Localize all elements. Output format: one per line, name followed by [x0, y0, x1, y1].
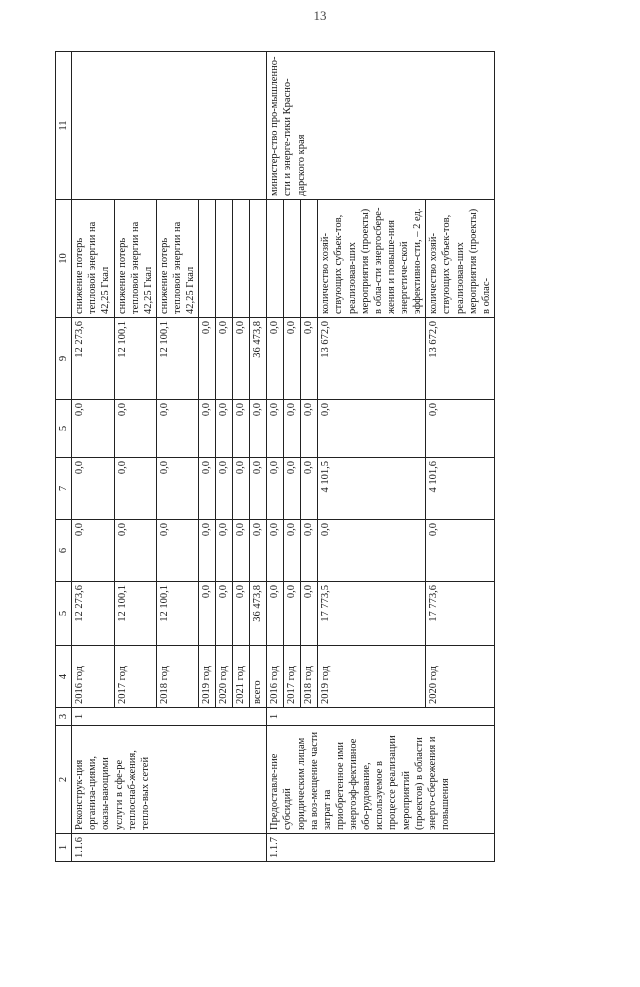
result-cell	[250, 200, 267, 318]
measure-name: Предоставле-ние субсидий юридическим лицам на воз-мещение части затрат на приобретенное ими энергоэф-фективное обо-рудование, используемое в процессе реализации мероприятий (проектов) в области энерго-сбережения и повышения	[267, 726, 495, 834]
col-header: 7	[56, 458, 72, 520]
col-header: 10	[56, 200, 72, 318]
value-cell: 0,0	[250, 400, 267, 458]
value-cell: 0,0	[156, 458, 198, 520]
value-cell: 0,0	[267, 582, 284, 646]
column-number-row	[56, 52, 72, 862]
executor-cell	[72, 52, 267, 200]
status-cell: 1	[267, 708, 495, 726]
result-cell	[301, 200, 318, 318]
value-cell: 12 273,6	[72, 582, 114, 646]
table-row	[72, 52, 114, 862]
value-cell: 0,0	[216, 458, 233, 520]
value-cell: 0,0	[216, 582, 233, 646]
value-cell: 0,0	[199, 400, 216, 458]
value-cell: 0,0	[426, 400, 495, 458]
value-cell: 0,0	[284, 458, 301, 520]
value-cell: 0,0	[301, 400, 318, 458]
value-cell: 12 100,1	[156, 582, 198, 646]
year-cell: 2016 год	[72, 646, 114, 708]
value-cell: 0,0	[216, 520, 233, 582]
col-header: 6	[56, 520, 72, 582]
value-cell: 0,0	[233, 318, 250, 400]
value-cell: 0,0	[199, 318, 216, 400]
value-cell: 0,0	[318, 400, 426, 458]
value-cell: 0,0	[114, 458, 156, 520]
year-cell: 2018 год	[156, 646, 198, 708]
year-cell: 2020 год	[216, 646, 233, 708]
value-cell: 4 101,6	[426, 458, 495, 520]
year-cell: всего	[250, 646, 267, 708]
value-cell: 0,0	[267, 400, 284, 458]
table-row	[267, 52, 284, 862]
value-cell: 12 100,1	[156, 318, 198, 400]
value-cell: 0,0	[250, 458, 267, 520]
program-table	[55, 51, 495, 862]
value-cell: 0,0	[114, 520, 156, 582]
col-header: 11	[56, 52, 72, 200]
value-cell: 0,0	[233, 582, 250, 646]
year-cell: 2017 год	[284, 646, 301, 708]
result-cell: количество хозяй-ствующих субъек-тов, реализовав-ших мероприятия (проекты) в обла-сти энергосбере-жения и повыше-ния энергетиче-ской эффективно-сти, – 2 ед.	[318, 200, 426, 318]
value-cell: 12 273,6	[72, 318, 114, 400]
year-cell: 2019 год	[318, 646, 426, 708]
result-cell	[284, 200, 301, 318]
rotated-table	[55, 52, 585, 862]
year-cell: 2018 год	[301, 646, 318, 708]
year-cell: 2017 год	[114, 646, 156, 708]
value-cell: 0,0	[301, 582, 318, 646]
value-cell: 0,0	[267, 458, 284, 520]
executor-cell: министер-ство про-мышленно-сти и энерге-тики Красно-дарского края	[267, 52, 495, 200]
result-cell	[199, 200, 216, 318]
result-cell: снижение потерь тепловой энергии на 42,25 Гкал	[156, 200, 198, 318]
col-header: 2	[56, 726, 72, 834]
value-cell: 0,0	[156, 400, 198, 458]
value-cell: 0,0	[284, 318, 301, 400]
col-header: 4	[56, 646, 72, 708]
row-id: 1.1.6	[72, 834, 267, 862]
value-cell: 0,0	[284, 582, 301, 646]
result-cell	[233, 200, 250, 318]
value-cell: 0,0	[301, 520, 318, 582]
col-header: 5	[56, 582, 72, 646]
measure-name: Реконструк-ция организа-циями, оказы-вающими услуги в сфе-ре теплоснаб-жения, тепло-вых сетей	[72, 726, 267, 834]
value-cell: 0,0	[426, 520, 495, 582]
value-cell: 0,0	[216, 318, 233, 400]
value-cell: 0,0	[284, 400, 301, 458]
value-cell: 0,0	[233, 520, 250, 582]
value-cell: 0,0	[267, 318, 284, 400]
value-cell: 0,0	[72, 520, 114, 582]
page-number: 13	[313, 8, 327, 23]
value-cell: 17 773,5	[318, 582, 426, 646]
year-cell: 2016 год	[267, 646, 284, 708]
value-cell: 0,0	[216, 400, 233, 458]
col-header: 9	[56, 318, 72, 400]
value-cell: 0,0	[156, 520, 198, 582]
value-cell: 4 101,5	[318, 458, 426, 520]
year-cell: 2019 год	[199, 646, 216, 708]
value-cell: 0,0	[199, 520, 216, 582]
col-header: 3	[56, 708, 72, 726]
status-cell: 1	[72, 708, 267, 726]
col-header: 1	[56, 834, 72, 862]
rotated-table-wrapper	[58, 56, 640, 987]
year-cell: 2021 год	[233, 646, 250, 708]
result-cell	[216, 200, 233, 318]
value-cell: 0,0	[199, 582, 216, 646]
value-cell: 0,0	[301, 458, 318, 520]
value-cell: 12 100,1	[114, 582, 156, 646]
value-cell: 13 672,0	[426, 318, 495, 400]
result-cell: снижение потерь тепловой энергии на 42,25 Гкал	[114, 200, 156, 318]
value-cell: 36 473,8	[250, 318, 267, 400]
row-id: 1.1.7	[267, 834, 495, 862]
year-cell: 2020 год	[426, 646, 495, 708]
result-cell: количество хозяй-ствующих субъек-тов, реализовав-ших мероприятия (проекты) в облас-	[426, 200, 495, 318]
value-cell: 0,0	[301, 318, 318, 400]
value-cell: 0,0	[72, 400, 114, 458]
result-cell	[267, 200, 284, 318]
value-cell: 13 672,0	[318, 318, 426, 400]
value-cell: 0,0	[199, 458, 216, 520]
value-cell: 0,0	[114, 400, 156, 458]
value-cell: 0,0	[267, 520, 284, 582]
value-cell: 0,0	[233, 400, 250, 458]
value-cell: 0,0	[233, 458, 250, 520]
value-cell: 12 100,1	[114, 318, 156, 400]
value-cell: 0,0	[72, 458, 114, 520]
value-cell: 0,0	[250, 520, 267, 582]
value-cell: 36 473,8	[250, 582, 267, 646]
value-cell: 17 773,6	[426, 582, 495, 646]
value-cell: 0,0	[284, 520, 301, 582]
result-cell: снижение потерь тепловой энергии на 42,25 Гкал	[72, 200, 114, 318]
value-cell: 0,0	[318, 520, 426, 582]
col-header: 5	[56, 400, 72, 458]
